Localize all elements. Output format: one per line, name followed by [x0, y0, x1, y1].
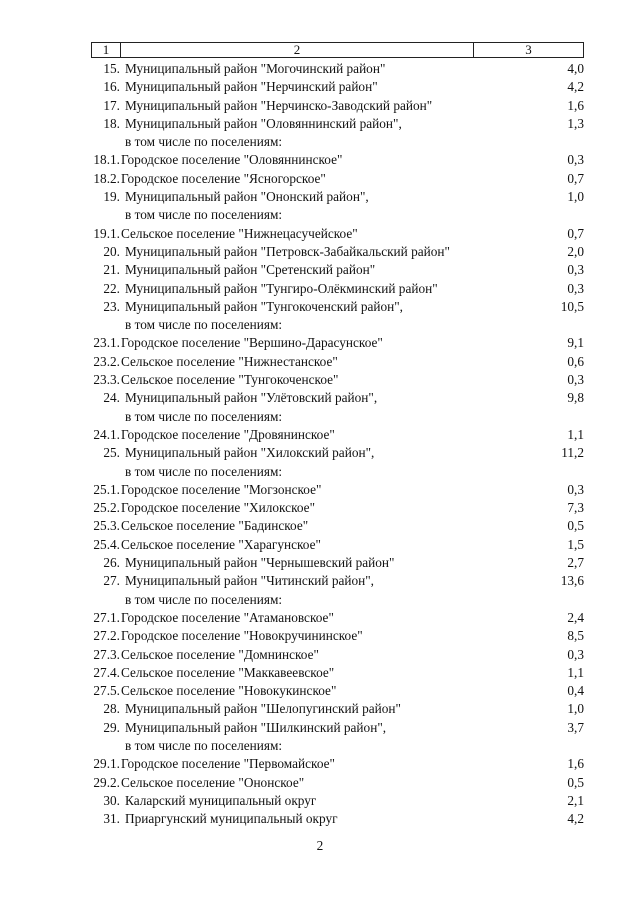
table-row — [0, 737, 640, 755]
row-value: 9,1 — [567, 335, 584, 351]
row-name: Городское поселение "Вершино-Дарасунское" — [121, 335, 383, 351]
row-number: 30. — [103, 792, 120, 808]
table-row — [0, 426, 640, 444]
row-number: 17. — [103, 97, 120, 113]
row-value: 2,4 — [567, 609, 584, 625]
table-row — [0, 97, 640, 115]
table-row — [0, 444, 640, 462]
table-row — [0, 719, 640, 737]
row-number: 24. — [103, 390, 120, 406]
row-number: 29. — [103, 719, 120, 735]
row-value: 4,2 — [567, 811, 584, 827]
row-number: 27.2. — [93, 628, 120, 644]
row-name: Приаргунский муниципальный округ — [125, 811, 338, 827]
row-number: 24.1. — [93, 426, 120, 442]
row-value: 2,0 — [567, 243, 584, 259]
table-row — [0, 389, 640, 407]
table-row — [0, 115, 640, 133]
table-row — [0, 481, 640, 499]
row-number: 18.1. — [93, 152, 120, 168]
row-name: Городское поселение "Дровянинское" — [121, 426, 335, 442]
row-number: 23. — [103, 298, 120, 314]
table-row — [0, 133, 640, 151]
row-value: 1,1 — [567, 426, 584, 442]
table-header — [91, 42, 584, 58]
table-row — [0, 609, 640, 627]
row-value: 0,3 — [567, 262, 584, 278]
table-row — [0, 371, 640, 389]
subheading-text: в том числе по поселениям: — [125, 134, 283, 150]
row-name: Сельское поселение "Нижнестанское" — [121, 353, 338, 369]
subheading-text: в том числе по поселениям: — [125, 591, 283, 607]
row-value: 4,2 — [567, 79, 584, 95]
row-value: 2,7 — [567, 555, 584, 571]
row-value: 1,5 — [567, 536, 584, 552]
table-row — [0, 591, 640, 609]
row-value: 11,2 — [561, 445, 584, 461]
row-value: 3,7 — [567, 719, 584, 735]
row-value: 1,1 — [567, 664, 584, 680]
row-number: 16. — [103, 79, 120, 95]
row-number: 25.3. — [93, 518, 120, 534]
subheading-text: в том числе по поселениям: — [125, 317, 283, 333]
table-row — [0, 700, 640, 718]
table-row — [0, 188, 640, 206]
table-row — [0, 60, 640, 78]
table-row — [0, 627, 640, 645]
row-value: 1,0 — [567, 701, 584, 717]
table-row — [0, 517, 640, 535]
row-number: 25. — [103, 445, 120, 461]
row-name: Муниципальный район "Хилокский район", — [125, 445, 375, 461]
row-name: Муниципальный район "Нерчинский район" — [125, 79, 378, 95]
table-row — [0, 646, 640, 664]
table-row — [0, 151, 640, 169]
row-name: Муниципальный район "Читинский район", — [125, 573, 375, 589]
row-name: Муниципальный район "Сретенский район" — [125, 262, 376, 278]
row-value: 0,7 — [567, 170, 584, 186]
row-value: 4,0 — [567, 61, 584, 76]
row-number: 27. — [103, 573, 120, 589]
row-name: Городское поселение "Ясногорское" — [121, 170, 326, 186]
table-row — [0, 170, 640, 188]
table-row — [0, 298, 640, 316]
table-row — [0, 664, 640, 682]
row-value: 1,0 — [567, 189, 584, 205]
row-number: 27.5. — [93, 683, 120, 699]
row-name: Муниципальный район "Шелопугинский район" — [125, 701, 401, 717]
row-value: 8,5 — [567, 628, 584, 644]
row-number: 26. — [103, 555, 120, 571]
row-name: Муниципальный район "Тунгокоченский район", — [125, 298, 404, 314]
table-row — [0, 810, 640, 828]
row-number: 27.1. — [93, 609, 120, 625]
row-name: Муниципальный район "Улётовский район", — [125, 390, 378, 406]
row-name: Сельское поселение "Домнинское" — [121, 646, 319, 662]
row-value: 0,4 — [567, 683, 584, 699]
page-number: 2 — [316, 838, 324, 853]
row-value: 1,6 — [567, 97, 584, 113]
table-row — [0, 572, 640, 590]
row-name: Муниципальный район "Чернышевский район" — [125, 555, 395, 571]
row-name: Сельское поселение "Нижнецасучейское" — [121, 225, 358, 241]
row-number: 15. — [103, 61, 120, 76]
row-name: Каларский муниципальный округ — [125, 792, 317, 808]
table-row — [0, 463, 640, 481]
row-name: Сельское поселение "Харагунское" — [121, 536, 321, 552]
table-row — [0, 554, 640, 572]
row-number: 20. — [103, 243, 120, 259]
row-name: Муниципальный район "Шилкинский район", — [125, 719, 387, 735]
row-value: 0,3 — [567, 481, 584, 497]
table-body — [0, 60, 640, 828]
row-value: 0,3 — [567, 646, 584, 662]
row-value: 0,5 — [567, 774, 584, 790]
subheading-text: в том числе по поселениям: — [125, 207, 283, 223]
row-value: 0,3 — [567, 280, 584, 296]
row-name: Городское поселение "Хилокское" — [121, 500, 316, 516]
row-number: 29.2. — [93, 774, 120, 790]
row-name: Муниципальный район "Могочинский район" — [125, 61, 386, 76]
row-name: Муниципальный район "Нерчинско-Заводский район" — [125, 97, 433, 113]
row-number: 23.2. — [93, 353, 120, 369]
row-number: 22. — [103, 280, 120, 296]
row-name: Сельское поселение "Маккавеевское" — [121, 664, 335, 680]
row-value: 1,3 — [567, 115, 584, 131]
row-number: 23.3. — [93, 372, 120, 388]
row-value: 0,7 — [567, 225, 584, 241]
table-row — [0, 353, 640, 371]
row-value: 1,6 — [567, 756, 584, 772]
row-number: 31. — [103, 811, 120, 827]
row-name: Городское поселение "Первомайское" — [121, 756, 335, 772]
row-value: 0,3 — [567, 372, 584, 388]
table-row — [0, 499, 640, 517]
row-number: 27.3. — [93, 646, 120, 662]
row-number: 29.1. — [93, 756, 120, 772]
row-name: Городское поселение "Могзонское" — [121, 481, 322, 497]
row-name: Муниципальный район "Ононский район", — [125, 189, 369, 205]
row-name: Сельское поселение "Тунгокоченское" — [121, 372, 339, 388]
subheading-text: в том числе по поселениям: — [125, 408, 283, 424]
row-number: 19.1. — [93, 225, 120, 241]
row-value: 9,8 — [567, 390, 584, 406]
table-row — [0, 682, 640, 700]
row-value: 10,5 — [560, 298, 584, 314]
table-row — [0, 334, 640, 352]
row-value: 2,1 — [567, 792, 584, 808]
subheading-text: в том числе по поселениям: — [125, 463, 283, 479]
row-name: Городское поселение "Новокручининское" — [121, 628, 363, 644]
table-row — [0, 78, 640, 96]
row-number: 23.1. — [93, 335, 120, 351]
subheading-text: в том числе по поселениям: — [125, 737, 283, 753]
table-row — [0, 792, 640, 810]
row-value: 13,6 — [560, 573, 584, 589]
table-row — [0, 755, 640, 773]
row-number: 28. — [103, 701, 120, 717]
row-value: 7,3 — [567, 500, 584, 516]
table-row — [0, 261, 640, 279]
row-name: Сельское поселение "Бадинское" — [121, 518, 309, 534]
row-number: 25.2. — [93, 500, 120, 516]
header-col-1: 1 — [92, 43, 121, 57]
row-name: Сельское поселение "Новокукинское" — [121, 683, 337, 699]
row-name: Муниципальный район "Оловяннинский район", — [125, 115, 402, 131]
row-value: 0,5 — [567, 518, 584, 534]
row-number: 21. — [103, 262, 120, 278]
row-value: 0,3 — [567, 152, 584, 168]
row-name: Муниципальный район "Тунгиро-Олёкминский район" — [125, 280, 438, 296]
row-number: 18. — [103, 115, 120, 131]
table-row — [0, 243, 640, 261]
row-name: Сельское поселение "Ононское" — [121, 774, 305, 790]
row-number: 27.4. — [93, 664, 120, 680]
table-row — [0, 536, 640, 554]
header-col-3: 3 — [525, 42, 532, 57]
table-row — [0, 206, 640, 224]
table-row — [0, 774, 640, 792]
row-number: 18.2. — [93, 170, 120, 186]
table-row — [0, 225, 640, 243]
row-name: Муниципальный район "Петровск-Забайкальский район" — [125, 243, 450, 259]
row-number: 25.4. — [93, 536, 120, 552]
row-name: Городское поселение "Атамановское" — [121, 609, 334, 625]
row-name: Городское поселение "Оловяннинское" — [121, 152, 343, 168]
table-row — [0, 316, 640, 334]
row-number: 19. — [103, 189, 120, 205]
header-col-2: 2 — [121, 43, 474, 57]
table-row — [0, 280, 640, 298]
row-value: 0,6 — [567, 353, 584, 369]
table-row — [0, 408, 640, 426]
row-number: 25.1. — [93, 481, 120, 497]
